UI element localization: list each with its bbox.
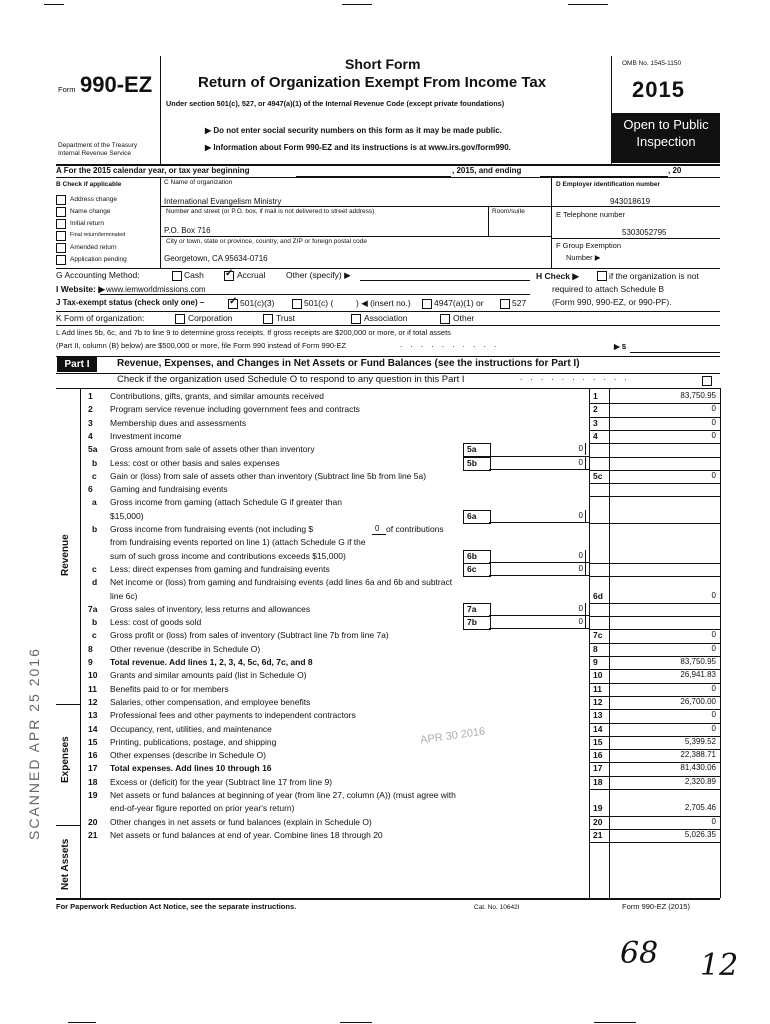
amended-return-checkbox[interactable] xyxy=(56,243,66,253)
website-value: www.iemworldmissions.com xyxy=(106,285,206,294)
row-a-mid: , 2015, and ending xyxy=(452,166,522,175)
line-5-number: b xyxy=(92,457,98,468)
line-21-text: Occupancy, rent, utilities, and maintenance xyxy=(110,723,272,734)
line-8-inner-end xyxy=(585,510,586,522)
line-16-box-label: 9 xyxy=(593,657,598,667)
line-0-box-label: 1 xyxy=(593,391,598,401)
website-label: I Website: ▶ xyxy=(56,284,105,294)
footer-form-ref: Form 990-EZ (2015) xyxy=(622,902,690,911)
line-11-amount[interactable]: 0 xyxy=(711,590,716,600)
accrual-checkbox[interactable] xyxy=(224,271,234,281)
footer-paperwork: For Paperwork Reduction Act Notice, see the separate instructions. xyxy=(56,902,297,911)
tax-year: 2015 xyxy=(632,77,685,102)
street-value: P.O. Box 716 xyxy=(164,226,211,235)
ein-label: D Employer identification number xyxy=(556,181,661,188)
line-16-text: Total revenue. Add lines 1, 2, 3, 4, 5c, 6d, 7c, and 8 xyxy=(110,657,313,667)
line-26-text: Net assets or fund balances at beginning of year (from line 27, column (A)) (must agree with xyxy=(110,790,456,800)
top-mark xyxy=(342,4,372,5)
line-19-box-label: 12 xyxy=(593,696,603,707)
line-12-inner-value[interactable]: 0 xyxy=(578,603,583,613)
line-25-text: Excess or (deficit) for the year (Subtract line 17 from line 9) xyxy=(110,776,333,787)
final-return-label: Final return/terminated xyxy=(70,232,126,238)
line-9-inner-end xyxy=(585,550,586,562)
line-5-text: Less: cost or other basis and sales expenses xyxy=(110,457,280,468)
side-revenue-label: Revenue xyxy=(60,534,71,576)
line-22-amount[interactable]: 5,399.52 xyxy=(684,736,716,746)
footer-cat-no: Cat. No. 10642I xyxy=(474,904,520,911)
line-23-box-label: 16 xyxy=(593,750,603,761)
line-13-inner-end xyxy=(585,616,586,628)
line-13-text: Less: cost of goods sold xyxy=(110,617,202,628)
501c3-checkbox[interactable] xyxy=(228,299,238,309)
line-9-inner-value[interactable]: 0 xyxy=(578,550,583,560)
row-l-line2: (Part II, column (B) below) are $500,000 or more, file Form 990 instead of Form 990-EZ xyxy=(56,341,347,350)
line-0-text: Contributions, gifts, grants, and similar amounts received xyxy=(110,391,325,401)
open-public-label: Open to Public xyxy=(623,117,709,132)
line-21-box-label: 14 xyxy=(593,723,603,734)
line-26-amount[interactable]: 2,705.46 xyxy=(684,803,716,813)
group-exemption-label: F Group Exemption xyxy=(556,241,622,250)
line-25-number: 18 xyxy=(88,776,98,787)
527-checkbox[interactable] xyxy=(500,299,510,309)
initial-return-label: Initial return xyxy=(70,220,104,227)
line-7-text: Gaming and fundraising events xyxy=(110,484,228,495)
4947-checkbox[interactable] xyxy=(422,299,432,309)
row-l-arrow: ▶ $ xyxy=(614,342,627,351)
line-28-number: 21 xyxy=(88,829,98,840)
501c3-label: 501(c)(3) xyxy=(240,298,275,308)
line-13-inner-rule xyxy=(489,628,589,629)
line-2-number: 3 xyxy=(88,417,93,428)
row-l-line1: L Add lines 5b, 6c, and 7b to line 9 to determine gross receipts. If gross receipts are $200,000 or more, or if total assets xyxy=(56,328,451,337)
line-2-amount[interactable]: 0 xyxy=(711,417,716,427)
dept-treasury: Department of the Treasury xyxy=(58,142,138,149)
line-27-text: Other changes in net assets or fund balances (explain in Schedule O) xyxy=(110,816,372,827)
line-12-inner-rule xyxy=(489,615,589,616)
line-12-text: Gross sales of inventory, less returns and allowances xyxy=(110,603,311,614)
line-23-number: 16 xyxy=(88,750,98,761)
line-17-amount[interactable]: 26,941.83 xyxy=(680,670,716,680)
line-23-amount[interactable]: 22,388.71 xyxy=(680,750,716,760)
inspection-label: Inspection xyxy=(636,134,696,149)
top-mark xyxy=(568,4,608,5)
line-24-text: Total expenses. Add lines 10 through 16 xyxy=(110,763,272,774)
line-27-box-label: 20 xyxy=(593,816,603,827)
line-10-inner-box-label: 6c xyxy=(467,563,477,574)
handwritten-note-b: 12 xyxy=(700,948,739,983)
line-9-inner-box-label: 6b xyxy=(467,550,477,561)
check-h-label-b: if the organization is not xyxy=(609,271,699,281)
line-20-amount[interactable]: 0 xyxy=(711,710,716,720)
line-0-amount[interactable]: 83,750.95 xyxy=(680,391,716,400)
address-change-label: Address change xyxy=(70,196,117,203)
line-1-number: 2 xyxy=(88,404,93,415)
phone-value: 5303052795 xyxy=(622,228,667,237)
line-15-box-label: 8 xyxy=(593,643,598,654)
amended-return-label: Amended return xyxy=(70,244,117,251)
schedule-o-checkbox[interactable] xyxy=(702,376,712,386)
form-title: Return of Organization Exempt From Income Tax xyxy=(198,74,547,91)
line-5-inner-end xyxy=(585,457,586,469)
accrual-label: Accrual xyxy=(237,270,266,280)
name-change-checkbox[interactable] xyxy=(56,207,66,217)
line-3-amount[interactable]: 0 xyxy=(711,430,716,440)
line-2-box-label: 3 xyxy=(593,417,598,428)
line-1-amount[interactable]: 0 xyxy=(711,404,716,414)
line-20-number: 13 xyxy=(88,710,98,721)
line-26-number: 19 xyxy=(88,790,98,800)
info-notice: ▶ Information about Form 990-EZ and its instructions is at www.irs.gov/form990. xyxy=(205,143,511,152)
line-0-number: 1 xyxy=(88,391,93,401)
line-17-number: 10 xyxy=(88,670,98,681)
501c-checkbox[interactable] xyxy=(292,299,302,309)
ein-value: 943018619 xyxy=(610,197,651,206)
line-9-inline-rule xyxy=(372,534,386,535)
association-label: Association xyxy=(364,313,408,323)
line-25-box-label: 18 xyxy=(593,776,603,787)
line-9-text: Gross income from fundraising events (not including $ xyxy=(110,524,314,534)
corporation-checkbox[interactable] xyxy=(175,314,185,324)
line-18-text: Benefits paid to or for members xyxy=(110,683,229,694)
line-18-amount[interactable]: 0 xyxy=(711,683,716,693)
room-suite-label: Room/suite xyxy=(492,208,525,215)
cash-label: Cash xyxy=(184,270,204,280)
line-1-text: Program service revenue including government fees and contracts xyxy=(110,404,360,415)
line-9-inner-rule xyxy=(489,562,589,563)
line-9-inline-amount: 0 xyxy=(375,524,380,533)
line-14-text: Gross profit or (loss) from sales of inventory (Subtract line 7b from line 7a) xyxy=(110,630,389,641)
initial-return-checkbox[interactable] xyxy=(56,219,66,229)
group-exemption-number-label: Number ▶ xyxy=(566,253,601,262)
side-net-assets-label: Net Assets xyxy=(60,838,71,890)
check-h-line3: (Form 990, 990-EZ, or 990-PF). xyxy=(552,297,672,307)
line-10-inner-value[interactable]: 0 xyxy=(578,563,583,573)
line-9-number: b xyxy=(92,524,98,534)
line-13-inner-box-label: 7b xyxy=(467,617,477,628)
line-4-inner-box-label: 5a xyxy=(467,444,477,455)
line-24-number: 17 xyxy=(88,763,98,774)
line-5-inner-value[interactable]: 0 xyxy=(578,457,583,467)
top-mark xyxy=(44,4,64,5)
ssn-notice: ▶ Do not enter social security numbers on this form as it may be made public. xyxy=(205,126,502,135)
line-14-number: c xyxy=(92,630,97,641)
schedule-b-checkbox[interactable] xyxy=(597,271,607,281)
line-28-amount[interactable]: 5,026.35 xyxy=(684,829,716,839)
form-number: 990-EZ xyxy=(80,72,153,97)
line-21-number: 14 xyxy=(88,723,98,734)
cash-checkbox[interactable] xyxy=(172,271,182,281)
line-8-text: Gross income from gaming (attach Schedule G if greater than xyxy=(110,497,342,508)
tax-exempt-label: J Tax-exempt status (check only one) – xyxy=(56,298,205,307)
street-label: Number and street (or P.O. box, if mail is not delivered to street address) xyxy=(166,208,375,215)
accounting-method-label: G Accounting Method: xyxy=(56,270,140,280)
line-28-text: Net assets or fund balances at end of year. Combine lines 18 through 20 xyxy=(110,829,383,840)
address-change-checkbox[interactable] xyxy=(56,195,66,205)
line-8-inner-rule xyxy=(489,522,589,523)
line-3-box-label: 4 xyxy=(593,430,598,441)
city-value: Georgetown, CA 95634-0716 xyxy=(164,254,268,263)
line-14-box-label: 7c xyxy=(593,630,603,641)
line-9-text2: from fundraising events reported on line 1) (attach Schedule G if the xyxy=(110,537,366,548)
handwritten-note-a: 68 xyxy=(620,936,659,971)
line-15-number: 8 xyxy=(88,643,93,654)
line-11-text: Net income or (loss) from gaming and fundraising events (add lines 6a and 6b and subtract xyxy=(110,577,453,588)
org-name-label: C Name of organization xyxy=(164,179,233,186)
side-expenses-label: Expenses xyxy=(60,736,71,783)
line-24-amount[interactable]: 81,430.06 xyxy=(680,763,716,773)
line-3-text: Investment income xyxy=(110,430,182,441)
line-16-amount[interactable]: 83,750.95 xyxy=(680,657,716,666)
line-13-inner-value[interactable]: 0 xyxy=(578,617,583,627)
line-19-amount[interactable]: 26,700.00 xyxy=(680,696,716,706)
line-18-box-label: 11 xyxy=(593,683,602,694)
part1-tag: Part I xyxy=(57,357,97,372)
line-3-number: 4 xyxy=(88,430,93,441)
final-return-checkbox[interactable] xyxy=(56,231,66,241)
phone-label: E Telephone number xyxy=(556,210,626,219)
line-17-text: Grants and similar amounts paid (list in Schedule O) xyxy=(110,670,307,681)
section-b-label: B Check if applicable xyxy=(56,181,122,188)
received-stamp: APR 30 2016 xyxy=(419,725,486,747)
line-10-inner-end xyxy=(585,563,586,575)
501c-label: 501(c) ( xyxy=(304,298,334,308)
line-9-text3: sum of such gross income and contributions exceeds $15,000) xyxy=(110,550,346,561)
org-name-value: International Evangelism Ministry xyxy=(164,197,282,206)
corporation-label: Corporation xyxy=(188,313,233,323)
line-26-box-label: 19 xyxy=(593,803,603,814)
city-label: City or town, state or province, country, and ZIP or foreign postal code xyxy=(166,238,367,245)
line-4-inner-end xyxy=(585,443,586,455)
trust-checkbox[interactable] xyxy=(263,314,273,324)
irs-label: Internal Revenue Service xyxy=(58,150,131,157)
other-org-label: Other xyxy=(453,313,475,323)
line-12-inner-end xyxy=(585,603,586,615)
line-6-number: c xyxy=(92,470,97,481)
line-4-text: Gross amount from sale of assets other than inventory xyxy=(110,444,315,455)
line-22-number: 15 xyxy=(88,736,98,747)
other-method-label: Other (specify) ▶ xyxy=(286,270,351,280)
line-28-box-label: 21 xyxy=(593,829,603,840)
form-word: Form xyxy=(58,85,76,94)
line-6-text: Gain or (loss) from sale of assets other than inventory (Subtract line 5b from line 5a) xyxy=(110,470,427,481)
line-19-text: Salaries, other compensation, and employee benefits xyxy=(110,696,311,707)
line-12-inner-box-label: 7a xyxy=(467,603,477,614)
other-org-checkbox[interactable] xyxy=(440,314,450,324)
association-checkbox[interactable] xyxy=(351,314,361,324)
line-6-amount[interactable]: 0 xyxy=(711,470,716,480)
line-11-text2: line 6c) xyxy=(110,590,138,601)
line-9-text-end: of contributions xyxy=(386,524,444,534)
4947-label: 4947(a)(1) or xyxy=(434,298,484,308)
name-change-label: Name change xyxy=(70,208,111,215)
line-1-box-label: 2 xyxy=(593,404,598,415)
line-8-text2: $15,000) xyxy=(110,510,144,521)
line-8-number: a xyxy=(92,497,97,508)
line-14-amount[interactable]: 0 xyxy=(711,630,716,640)
line-6-box-label: 5c xyxy=(593,470,603,481)
line-4-inner-value[interactable]: 0 xyxy=(578,444,583,454)
row-a-label: A For the 2015 calendar year, or tax year beginning xyxy=(56,166,250,175)
line-5-inner-box-label: 5b xyxy=(467,457,477,468)
line-5-inner-rule xyxy=(489,469,589,470)
part1-title: Revenue, Expenses, and Changes in Net Assets or Fund Balances (see the instructions for Part I) xyxy=(117,358,580,369)
row-a-end: , 20 xyxy=(668,166,682,175)
line-4-inner-rule xyxy=(489,456,589,457)
line-26-text2: end-of-year figure reported on prior year's return) xyxy=(110,803,295,814)
line-8-inner-box-label: 6a xyxy=(467,510,477,521)
line-18-number: 11 xyxy=(88,683,97,694)
line-16-number: 9 xyxy=(88,657,93,667)
short-form-label: Short Form xyxy=(345,56,421,72)
line-10-number: c xyxy=(92,563,97,574)
line-25-amount[interactable]: 2,320.89 xyxy=(684,776,716,786)
line-22-box-label: 15 xyxy=(593,736,603,747)
part1-schedule-o-check: Check if the organization used Schedule O to respond to any question in this Part I xyxy=(117,374,465,385)
line-2-text: Membership dues and assessments xyxy=(110,417,247,428)
application-pending-label: Application pending xyxy=(70,256,127,263)
form-of-org-label: K Form of organization: xyxy=(56,313,145,323)
trust-label: Trust xyxy=(276,313,296,323)
scanned-stamp: SCANNED APR 25 2016 xyxy=(26,647,42,840)
line-11-box-label: 6d xyxy=(593,590,603,601)
line-20-box-label: 13 xyxy=(593,710,603,721)
omb-number: OMB No. 1545-1150 xyxy=(622,60,682,67)
line-4-number: 5a xyxy=(88,444,98,455)
line-27-amount[interactable]: 0 xyxy=(711,816,716,826)
line-10-inner-rule xyxy=(489,575,589,576)
line-24-box-label: 17 xyxy=(593,763,603,774)
line-23-text: Other expenses (describe in Schedule O) xyxy=(110,750,266,761)
line-15-text: Other revenue (describe in Schedule O) xyxy=(110,643,261,654)
line-15-amount[interactable]: 0 xyxy=(711,643,716,653)
line-13-number: b xyxy=(92,617,98,628)
line-27-number: 20 xyxy=(88,816,98,827)
line-17-box-label: 10 xyxy=(593,670,603,681)
application-pending-checkbox[interactable] xyxy=(56,255,66,265)
insert-no-label: ) ◀ (insert no.) xyxy=(356,298,411,308)
line-19-number: 12 xyxy=(88,696,98,707)
line-12-number: 7a xyxy=(88,603,98,614)
check-h-line2: required to attach Schedule B xyxy=(552,284,664,294)
line-8-inner-value[interactable]: 0 xyxy=(578,510,583,520)
line-22-text: Printing, publications, postage, and shipping xyxy=(110,736,277,747)
line-21-amount[interactable]: 0 xyxy=(711,723,716,733)
line-11-number: d xyxy=(92,577,98,588)
line-10-text: Less: direct expenses from gaming and fundraising events xyxy=(110,563,330,574)
line-7-number: 6 xyxy=(88,484,93,495)
check-h-label: H Check ▶ xyxy=(536,271,579,281)
line-20-text: Professional fees and other payments to independent contractors xyxy=(110,710,356,721)
527-label: 527 xyxy=(512,298,527,308)
form-subtitle: Under section 501(c), 527, or 4947(a)(1) of the Internal Revenue Code (except private foundations) xyxy=(166,99,505,108)
